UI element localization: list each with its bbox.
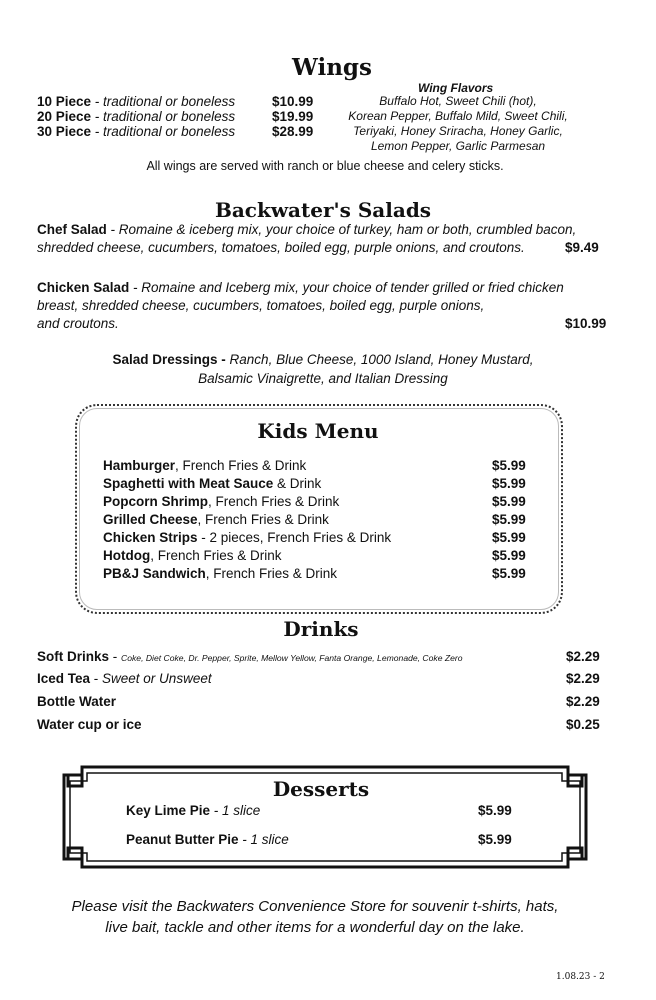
kids-item-desc: , French Fries & Drink (175, 458, 307, 473)
drinks-item (37, 671, 212, 686)
wings-item-price: $19.99 (272, 109, 314, 124)
drinks-item-price: $2.29 (566, 671, 600, 686)
desserts-item (126, 832, 289, 847)
drinks-item (37, 649, 463, 664)
drinks-item-price: $2.29 (566, 649, 600, 664)
wings-item-name: 30 Piece (37, 124, 92, 139)
wings-item-name: 20 Piece (37, 109, 92, 124)
drinks-item-name: Water cup or ice (37, 717, 142, 732)
salad-dressings-label: Salad Dressings - (112, 352, 230, 367)
wings-item-price: $10.99 (272, 94, 314, 109)
salad-dressings-line1 (0, 350, 646, 369)
drinks-item (37, 717, 142, 732)
drinks-item-desc: Sweet or Unsweet (102, 671, 212, 686)
chicken-salad-desc: - Romaine and Iceberg mix, your choice of tender grilled or fried chicken (129, 280, 564, 295)
footer-message (0, 896, 630, 938)
kids-item-name: Grilled Cheese (103, 512, 198, 527)
kids-menu-title: Kids Menu (257, 419, 379, 443)
drinks-item-sep: - (90, 671, 103, 686)
desserts-item-name: Key Lime Pie (126, 803, 211, 818)
drinks-item-name: Bottle Water (37, 694, 117, 709)
wing-flavors-line: Buffalo Hot, Sweet Chili (hot), (379, 94, 537, 108)
salad-dressings-text: Ranch, Blue Cheese, 1000 Island, Honey Mustard, (229, 352, 534, 367)
kids-item-name: Hotdog (103, 548, 151, 563)
wing-flavors-list (338, 94, 578, 154)
wing-flavors-line: Korean Pepper, Buffalo Mild, Sweet Chili, (348, 109, 568, 123)
wings-item (37, 124, 235, 139)
chicken-salad-price: $10.99 (565, 316, 607, 331)
kids-item (103, 548, 282, 563)
chef-salad-price: $9.49 (565, 240, 599, 255)
wing-flavors-line: Lemon Pepper, Garlic Parmesan (370, 139, 546, 153)
drinks-item-price: $0.25 (566, 717, 600, 732)
chef-salad-line2: shredded cheese, cucumbers, tomatoes, boiled egg, purple onions, and croutons. (37, 240, 525, 255)
drinks-title: Drinks (283, 617, 359, 641)
kids-item-name: Hamburger (103, 458, 176, 473)
kids-item (103, 512, 329, 527)
chef-salad-name: Chef Salad (37, 222, 107, 237)
salad-dressings-line2: Balsamic Vinaigrette, and Italian Dressing (198, 371, 448, 386)
kids-item-desc: & Drink (273, 476, 322, 491)
kids-item-price: $5.99 (492, 566, 526, 581)
chicken-salad-name: Chicken Salad (37, 280, 130, 295)
kids-item-desc: , French Fries & Drink (150, 548, 282, 563)
kids-item-name: Chicken Strips (103, 530, 198, 545)
wings-item-desc: - traditional or boneless (91, 124, 236, 139)
kids-item-name: Spaghetti with Meat Sauce (103, 476, 274, 491)
kids-item (103, 476, 321, 491)
kids-item-price: $5.99 (492, 494, 526, 509)
drinks-item-desc: Coke, Diet Coke, Dr. Pepper, Sprite, Mellow Yellow, Fanta Orange, Lemonade, Coke Zero (121, 653, 463, 663)
salads-title: Backwater's Salads (214, 198, 432, 222)
desserts-item (126, 803, 260, 818)
kids-item (103, 458, 306, 473)
wing-flavors-heading: Wing Flavors (418, 81, 494, 95)
kids-item-price: $5.99 (492, 476, 526, 491)
desserts-item-desc: - 1 slice (238, 832, 289, 847)
kids-item-desc: , French Fries & Drink (208, 494, 340, 509)
wings-item-desc: - traditional or boneless (91, 109, 236, 124)
desserts-item-price: $5.99 (478, 832, 512, 847)
wings-item-desc: - traditional or boneless (91, 94, 236, 109)
chicken-salad-line2: breast, shredded cheese, cucumbers, tomatoes, boiled egg, purple onions, (37, 298, 485, 313)
kids-item-price: $5.99 (492, 512, 526, 527)
kids-item-price: $5.99 (492, 458, 526, 473)
version-code: 1.08.23 - 2 (556, 972, 605, 982)
desserts-title: Desserts (272, 777, 370, 801)
footer-line2: live bait, tackle and other items for a wonderful day on the lake. (105, 919, 525, 936)
desserts-item-desc: - 1 slice (210, 803, 261, 818)
drinks-item (37, 694, 116, 709)
kids-item-name: PB&J Sandwich (103, 566, 206, 581)
wing-flavors-line: Teriyaki, Honey Sriracha, Honey Garlic, (353, 124, 563, 138)
salad-dressings (0, 350, 646, 388)
drinks-item-name: Iced Tea (37, 671, 91, 686)
chicken-salad-line3: and croutons. (37, 316, 119, 331)
wings-item-price: $28.99 (272, 124, 314, 139)
wings-item-name: 10 Piece (37, 94, 92, 109)
kids-item-desc: , French Fries & Drink (197, 512, 329, 527)
kids-item (103, 566, 337, 581)
drinks-item-sep: - (109, 649, 122, 664)
drinks-item-price: $2.29 (566, 694, 600, 709)
chef-salad-desc: - Romaine & iceberg mix, your choice of turkey, ham or both, crumbled bacon, (106, 222, 577, 237)
chef-salad-line1 (37, 222, 576, 237)
desserts-item-name: Peanut Butter Pie (126, 832, 239, 847)
wings-item (37, 94, 235, 109)
footer-line1: Please visit the Backwaters Convenience Store for souvenir t-shirts, hats, (71, 898, 559, 915)
wings-item (37, 109, 235, 124)
wings-title: Wings (292, 54, 372, 81)
kids-item-desc: - 2 pieces, French Fries & Drink (197, 530, 392, 545)
kids-item (103, 494, 339, 509)
wings-note: All wings are served with ranch or blue cheese and celery sticks. (146, 159, 504, 173)
kids-item-price: $5.99 (492, 548, 526, 563)
kids-item-desc: , French Fries & Drink (205, 566, 338, 581)
kids-item (103, 530, 391, 545)
desserts-item-price: $5.99 (478, 803, 512, 818)
chicken-salad-line1 (37, 280, 564, 295)
kids-item-price: $5.99 (492, 530, 526, 545)
kids-item-name: Popcorn Shrimp (103, 494, 209, 509)
drinks-item-name: Soft Drinks (37, 649, 110, 664)
